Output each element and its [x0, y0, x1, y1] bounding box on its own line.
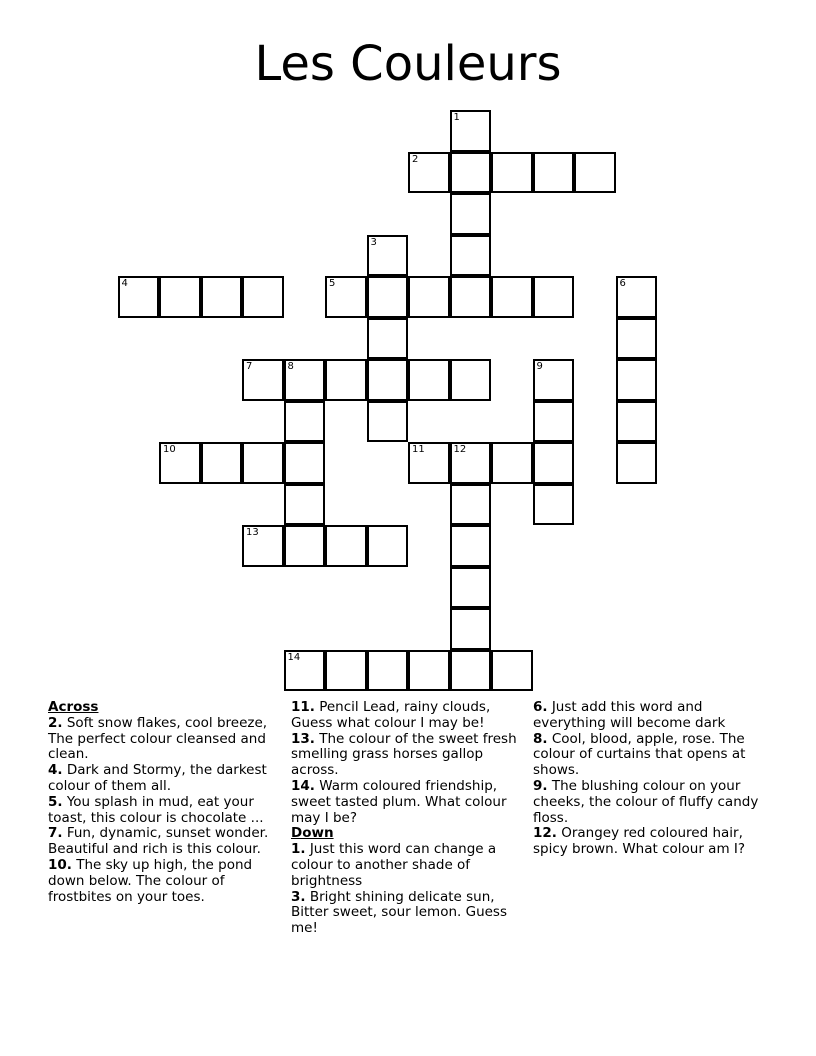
clue-number: 2: [412, 153, 419, 165]
grid-cell[interactable]: [367, 276, 409, 318]
grid-cell[interactable]: [325, 525, 367, 567]
grid-cell[interactable]: [491, 442, 533, 484]
grid-cell-7[interactable]: [242, 359, 284, 401]
grid-cell[interactable]: [616, 318, 658, 360]
grid-cell[interactable]: [367, 650, 409, 692]
clue-number: 4: [121, 278, 128, 289]
clue-item: [291, 842, 529, 889]
clue-item-number: 5.: [48, 793, 63, 810]
clue-item-number: 11.: [291, 699, 315, 715]
grid-cell[interactable]: [408, 359, 450, 401]
grid-cell[interactable]: [242, 276, 284, 318]
clue-item: [533, 700, 773, 732]
clue-item-number: 12.: [533, 825, 557, 842]
clue-number: 1: [453, 112, 460, 123]
grid-cell[interactable]: [533, 484, 575, 526]
grid-cell[interactable]: [325, 359, 367, 401]
grid-cell[interactable]: [159, 276, 201, 318]
grid-cell[interactable]: [533, 152, 575, 194]
grid-cell[interactable]: [616, 359, 658, 401]
clue-item-text: Orangey red coloured hair, spicy brown. What colour am I?: [533, 825, 746, 858]
clue-item-text: Dark and Stormy, the darkest colour of them all.: [48, 762, 267, 794]
clue-item-number: 10.: [48, 856, 72, 873]
clue-item: [48, 716, 280, 763]
grid-cell-9[interactable]: [533, 359, 575, 401]
clue-number: 12: [453, 444, 467, 455]
grid-cell[interactable]: [367, 318, 409, 360]
grid-cell-14[interactable]: [284, 650, 326, 692]
clue-item: [291, 700, 529, 732]
clue-number: 8: [287, 361, 294, 372]
clue-item-number: 1.: [291, 841, 306, 858]
grid-cell-1[interactable]: [450, 110, 492, 152]
grid-cell[interactable]: [491, 650, 533, 692]
clue-item-number: 6.: [533, 699, 548, 715]
clue-item-number: 14.: [291, 777, 315, 794]
clue-number: 5: [329, 278, 336, 289]
grid-cell[interactable]: [450, 567, 492, 609]
clue-number: 13: [246, 527, 259, 538]
clue-number: 10: [163, 444, 176, 455]
grid-cell-12[interactable]: [450, 442, 492, 484]
clue-item: [291, 779, 529, 826]
clue-item-text: Cool, blood, apple, rose. The colour of curtains that opens at shows.: [533, 730, 746, 779]
page-title: Les Couleurs: [254, 36, 562, 92]
clue-section-heading: Across: [48, 699, 99, 715]
grid-cell-2[interactable]: [408, 152, 450, 194]
clue-item-number: 13.: [291, 730, 315, 747]
clues-column-3: [533, 700, 773, 858]
grid-cell[interactable]: [533, 442, 575, 484]
clue-item-number: 3.: [291, 888, 306, 905]
grid-cell[interactable]: [450, 193, 492, 235]
grid-cell[interactable]: [533, 401, 575, 443]
grid-cell[interactable]: [284, 401, 326, 443]
clue-number: 9: [536, 361, 543, 372]
clue-item-text: Bright shining delicate sun, Bitter sweet, sour lemon. Guess me!: [291, 888, 507, 937]
grid-cell[interactable]: [450, 650, 492, 692]
grid-cell[interactable]: [367, 359, 409, 401]
clue-item-text: Fun, dynamic, sunset wonder. Beautiful and rich is this colour.: [48, 825, 269, 858]
clue-item: [533, 826, 773, 858]
grid-cell[interactable]: [284, 525, 326, 567]
clue-item-number: 4.: [48, 762, 63, 779]
clue-item: [48, 795, 280, 827]
grid-cell-4[interactable]: [118, 276, 160, 318]
grid-cell[interactable]: [450, 276, 492, 318]
clue-item-number: 7.: [48, 825, 63, 842]
grid-cell[interactable]: [325, 650, 367, 692]
grid-cell[interactable]: [201, 442, 243, 484]
grid-cell[interactable]: [450, 152, 492, 194]
grid-cell[interactable]: [408, 650, 450, 692]
grid-cell[interactable]: [574, 152, 616, 194]
clue-section-heading: Down: [291, 825, 334, 842]
grid-cell-11[interactable]: [408, 442, 450, 484]
grid-cell[interactable]: [408, 276, 450, 318]
clue-item-text: Soft snow flakes, cool breeze, The perfect colour cleansed and clean.: [48, 714, 268, 763]
clue-item-text: The colour of the sweet fresh smelling grass horses gallop across.: [291, 730, 517, 779]
grid-cell[interactable]: [450, 525, 492, 567]
clue-item-number: 8.: [533, 730, 548, 747]
clue-item-text: The blushing colour on your cheeks, the colour of fluffy candy floss.: [533, 777, 759, 826]
clue-number: 3: [370, 236, 377, 248]
grid-cell[interactable]: [491, 152, 533, 194]
grid-cell[interactable]: [450, 608, 492, 650]
clue-item: [291, 890, 529, 937]
grid-cell-8[interactable]: [284, 359, 326, 401]
clue-item-text: Just add this word and everything will become dark: [533, 699, 726, 731]
grid-cell[interactable]: [284, 442, 326, 484]
grid-cell[interactable]: [450, 484, 492, 526]
grid-cell-6[interactable]: [616, 276, 658, 318]
clue-number: 14: [287, 651, 301, 663]
grid-cell[interactable]: [450, 235, 492, 277]
clue-number: 11: [412, 444, 425, 455]
grid-cell-13[interactable]: [242, 525, 284, 567]
grid-cell[interactable]: [616, 442, 658, 484]
grid-cell[interactable]: [491, 276, 533, 318]
clue-item: [48, 826, 280, 858]
grid-cell[interactable]: [533, 276, 575, 318]
clues-column-2: [291, 700, 529, 937]
grid-cell-10[interactable]: [159, 442, 201, 484]
clue-number: 7: [246, 361, 253, 372]
clue-item: [291, 732, 529, 779]
grid-cell-3[interactable]: [367, 235, 409, 277]
grid-cell[interactable]: [242, 442, 284, 484]
grid-cell[interactable]: [284, 484, 326, 526]
clue-item: [533, 732, 773, 779]
clues-column-1: [48, 700, 280, 905]
clue-number: 6: [619, 278, 626, 289]
grid-cell[interactable]: [367, 401, 409, 443]
clue-item: [48, 763, 280, 795]
clue-item-number: 9.: [533, 777, 548, 794]
clue-item-text: Pencil Lead, rainy clouds, Guess what colour I may be!: [291, 699, 491, 731]
clue-item-text: The sky up high, the pond down below. The colour of frostbites on your toes.: [48, 856, 253, 905]
grid-cell[interactable]: [367, 525, 409, 567]
grid-cell[interactable]: [450, 359, 492, 401]
clue-item-text: You splash in mud, eat your toast, this colour is chocolate ...: [48, 793, 264, 826]
grid-cell-5[interactable]: [325, 276, 367, 318]
clue-item: [533, 779, 773, 826]
grid-cell[interactable]: [201, 276, 243, 318]
grid-cell[interactable]: [616, 401, 658, 443]
clue-item-text: Just this word can change a colour to another shade of brightness: [291, 841, 497, 889]
clue-item-text: Warm coloured friendship, sweet tasted plum. What colour may I be?: [291, 777, 507, 826]
clue-item: [48, 858, 280, 905]
clue-item-number: 2.: [48, 714, 63, 731]
